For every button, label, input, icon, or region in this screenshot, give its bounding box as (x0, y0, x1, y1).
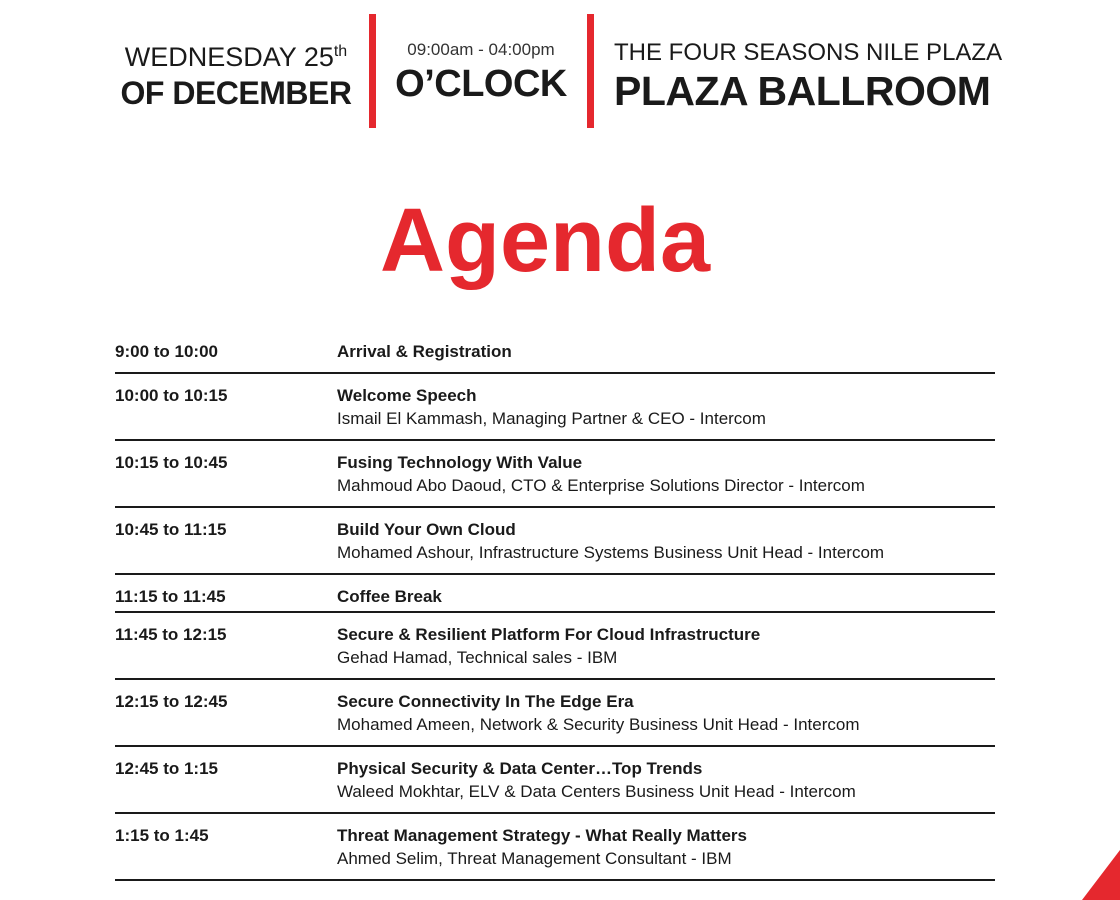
date-suffix: th (333, 43, 348, 60)
event-date (110, 36, 362, 113)
agenda-topic: Threat Management Strategy - What Really Matters (337, 826, 747, 845)
agenda-speaker: Ahmed Selim, Threat Management Consultant - IBM (337, 849, 732, 868)
page-title: Agenda (379, 191, 711, 291)
agenda-time: 10:15 to 10:45 (115, 453, 228, 472)
agenda-speaker: Mohamed Ameen, Network & Security Business Unit Head - Intercom (337, 715, 860, 734)
agenda-row (115, 814, 995, 881)
header-divider (587, 14, 594, 128)
agenda-row (115, 680, 995, 747)
agenda-topic: Fusing Technology With Value (337, 453, 583, 472)
agenda-time: 11:45 to 12:15 (115, 625, 227, 644)
agenda-time: 12:15 to 12:45 (115, 692, 228, 711)
agenda-row (115, 330, 995, 374)
agenda-table (115, 330, 995, 881)
agenda-row (115, 575, 995, 613)
agenda-row (115, 508, 995, 575)
agenda-time: 9:00 to 10:00 (115, 342, 218, 361)
header-divider (369, 14, 376, 128)
agenda-time: 10:00 to 10:15 (115, 386, 228, 405)
agenda-time: 11:15 to 11:45 (115, 587, 226, 606)
event-venue-line1: THE FOUR SEASONS NILE PLAZA (614, 39, 1003, 66)
agenda-speaker: Mohamed Ashour, Infrastructure Systems Business Unit Head - Intercom (337, 543, 885, 562)
agenda-topic: Secure Connectivity In The Edge Era (337, 692, 634, 711)
event-header (0, 14, 1120, 130)
agenda-speaker: Mahmoud Abo Daoud, CTO & Enterprise Solutions Director - Intercom (337, 476, 865, 495)
corner-decoration (1082, 850, 1120, 900)
agenda-topic: Build Your Own Cloud (337, 520, 516, 539)
agenda-speaker: Waleed Mokhtar, ELV & Data Centers Business Unit Head - Intercom (337, 782, 856, 801)
agenda-speaker: Ismail El Kammash, Managing Partner & CEO - Intercom (337, 409, 766, 428)
event-date-line2: OF DECEMBER (120, 75, 352, 111)
agenda-row (115, 441, 995, 508)
agenda-row (115, 374, 995, 441)
agenda-topic: Arrival & Registration (337, 342, 512, 361)
event-time-range: 09:00am - 04:00pm (407, 40, 555, 59)
event-venue-line2: PLAZA BALLROOM (614, 68, 991, 114)
agenda-speaker: Gehad Hamad, Technical sales - IBM (337, 648, 618, 667)
event-venue (614, 38, 1004, 114)
agenda-row (115, 747, 995, 814)
agenda-topic: Coffee Break (337, 587, 442, 606)
event-time-label: O’CLOCK (395, 63, 567, 105)
agenda-row (115, 613, 995, 680)
event-time (384, 38, 578, 106)
event-date-line1: WEDNESDAY 25th (124, 42, 348, 72)
agenda-topic: Welcome Speech (337, 386, 477, 405)
agenda-topic: Physical Security & Data Center…Top Trends (337, 759, 703, 778)
agenda-time: 12:45 to 1:15 (115, 759, 218, 778)
agenda-time: 10:45 to 11:15 (115, 520, 227, 539)
agenda-topic: Secure & Resilient Platform For Cloud Infrastructure (337, 625, 761, 644)
agenda-time: 1:15 to 1:45 (115, 826, 209, 845)
